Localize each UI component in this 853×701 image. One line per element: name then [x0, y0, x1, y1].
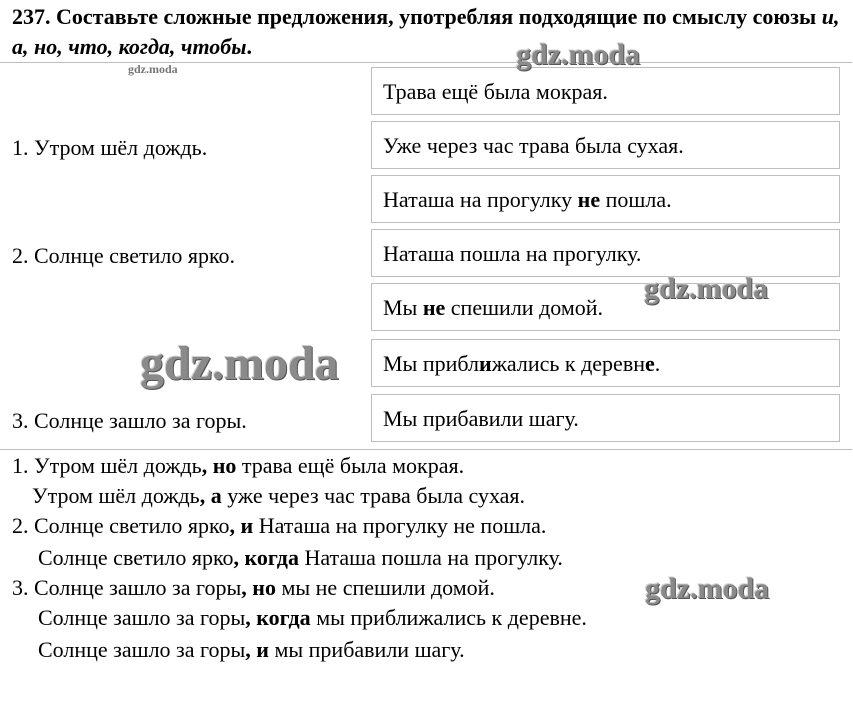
answer-conjunction: , но — [241, 575, 276, 600]
answer-conjunction: , когда — [233, 545, 299, 570]
right-cell-3 — [371, 175, 840, 223]
answer-end: мы прибавили шагу. — [268, 637, 465, 662]
answer-conjunction: , и — [245, 637, 269, 662]
answer-line-1 — [12, 452, 464, 480]
task-title-conjunctions: и, а, но, что, когда, чтобы — [12, 4, 840, 59]
watermark-bottom: gdz.moda — [645, 572, 770, 605]
task-title-end: . — [246, 34, 253, 59]
answer-line-4 — [38, 544, 563, 572]
left-sentence-2: 2. Солнце светило ярко. — [12, 243, 236, 268]
answer-end: Наташа на прогулку не пошла. — [253, 513, 547, 538]
right-cell-text: Мы прибл — [383, 351, 480, 376]
watermark-large: gdz.moda — [140, 337, 339, 390]
right-cell-text: Мы прибавили шагу. — [383, 406, 579, 431]
right-cell-4 — [371, 229, 840, 277]
answer-end: уже через час трава была сухая. — [221, 483, 526, 508]
right-cell-text: Трава ещё была мокрая. — [383, 79, 608, 104]
left-sentence-1: 1. Утром шёл дождь. — [12, 135, 208, 160]
answer-end: Наташа пошла на прогулку. — [298, 545, 563, 570]
right-cell-7 — [371, 394, 840, 442]
answer-start: Утром шёл дождь — [32, 483, 200, 508]
right-cell-bold: и — [479, 351, 492, 376]
watermark-small: gdz.moda — [128, 62, 178, 76]
answer-start: Солнце светило ярко — [38, 545, 234, 570]
answer-conjunction: , и — [229, 513, 254, 538]
task-title — [12, 2, 842, 62]
answer-conjunction: , а — [199, 483, 222, 508]
right-cell-text-end: спешили домой. — [445, 295, 604, 320]
answer-line-5 — [12, 574, 495, 602]
answer-line-3 — [12, 512, 546, 540]
answer-line-6 — [38, 604, 587, 632]
answer-end: мы не спешили домой. — [275, 575, 495, 600]
right-cell-text-mid: жались к деревн — [491, 351, 645, 376]
right-cell-text-end: . — [654, 351, 661, 376]
answer-start: 3. Солнце зашло за горы — [12, 575, 242, 600]
right-cell-5 — [371, 283, 840, 331]
right-cell-text: Уже через час трава была сухая. — [383, 133, 684, 158]
watermark-top: gdz.moda — [516, 38, 641, 71]
right-cell-2 — [371, 121, 840, 169]
right-cell-bold: не — [577, 187, 601, 212]
answer-end: мы приближались к деревне. — [310, 605, 587, 630]
right-cell-6 — [371, 339, 840, 387]
right-cell-text-end: пошла. — [600, 187, 672, 212]
right-cell-text: Наташа на прогулку — [383, 187, 578, 212]
answer-conjunction: , но — [201, 453, 237, 478]
right-cell-1 — [371, 67, 840, 115]
answer-start: Солнце зашло за горы — [38, 637, 246, 662]
answer-start: Солнце зашло за горы — [38, 605, 246, 630]
left-sentence-3: 3. Солнце зашло за горы. — [12, 408, 247, 433]
right-cell-text: Мы — [383, 295, 423, 320]
answer-start: 2. Солнце светило ярко — [12, 513, 230, 538]
answer-start: 1. Утром шёл дождь — [12, 453, 202, 478]
answer-line-7 — [38, 636, 465, 664]
answer-end: трава ещё была мокрая. — [236, 453, 465, 478]
right-cell-text: Наташа пошла на прогулку. — [383, 241, 642, 266]
answer-line-2 — [32, 482, 525, 510]
task-title-text: 237. Составьте сложные предложения, употребляя подходящие по смыслу союзы — [12, 4, 822, 29]
right-cell-bold: не — [422, 295, 446, 320]
answer-conjunction: , когда — [245, 605, 311, 630]
watermark-middle: gdz.moda — [644, 272, 769, 305]
right-cell-bold-2: е — [644, 351, 655, 376]
